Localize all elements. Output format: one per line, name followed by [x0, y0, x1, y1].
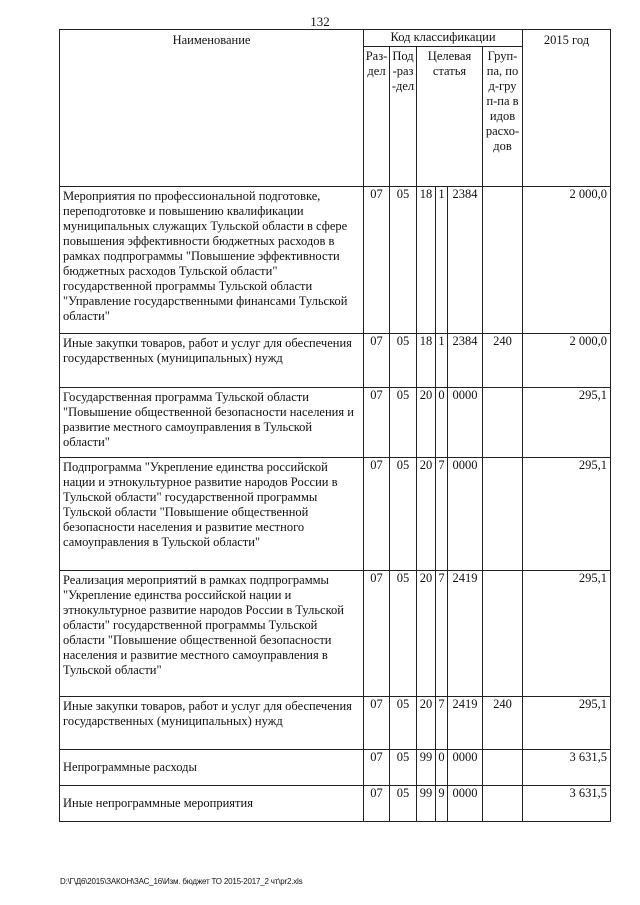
- row-subsection: 05: [390, 697, 417, 750]
- row-expense-group: [483, 458, 523, 571]
- table-row: [60, 187, 611, 334]
- row-target-program: 20: [417, 388, 436, 458]
- row-name: Непрограммные расходы: [60, 750, 364, 786]
- row-target-subprogram: 7: [436, 458, 448, 571]
- table-row: [60, 786, 611, 822]
- page-number: 132: [310, 14, 330, 29]
- row-subsection: 05: [390, 187, 417, 334]
- row-target-program: 99: [417, 750, 436, 786]
- row-target-direction: 0000: [448, 786, 483, 822]
- table-row: [60, 388, 611, 458]
- row-target-direction: 0000: [448, 458, 483, 571]
- row-amount: 2 000,0: [523, 187, 611, 334]
- row-target-program: 20: [417, 697, 436, 750]
- row-amount: 295,1: [523, 458, 611, 571]
- row-name: Иные непрограммные мероприятия: [60, 786, 364, 822]
- row-subsection: 05: [390, 334, 417, 388]
- row-section: 07: [364, 187, 390, 334]
- row-expense-group: 240: [483, 697, 523, 750]
- row-section: 07: [364, 334, 390, 388]
- row-target-direction: 0000: [448, 750, 483, 786]
- row-subsection: 05: [390, 750, 417, 786]
- header-section: Раз-дел: [364, 47, 390, 187]
- header-row-top: [60, 30, 611, 47]
- row-target-subprogram: 7: [436, 697, 448, 750]
- row-amount: 295,1: [523, 571, 611, 697]
- table-row: [60, 571, 611, 697]
- header-target-article: Целевая статья: [417, 47, 483, 187]
- row-target-subprogram: 7: [436, 571, 448, 697]
- row-name: Иные закупки товаров, работ и услуг для обеспечения государственных (муниципальных) нужд: [60, 697, 364, 750]
- row-target-program: 20: [417, 458, 436, 571]
- header-expense-type: Груп-па, под-груп-па видов расхо-дов: [483, 47, 523, 187]
- row-section: 07: [364, 571, 390, 697]
- row-amount: 3 631,5: [523, 786, 611, 822]
- row-name: Иные закупки товаров, работ и услуг для обеспечения государственных (муниципальных) нужд: [60, 334, 364, 388]
- row-subsection: 05: [390, 571, 417, 697]
- row-subsection: 05: [390, 458, 417, 571]
- table-row: [60, 750, 611, 786]
- row-name: Мероприятия по профессиональной подготовке, переподготовке и повышению квалификации муниципальных служащих Тульской области в сфере повышения эффективности бюджетных расходов в рамках подпрограммы "Повышение эффективности бюджетных расходов Тульской области" государственной программы Тульской области "Управление государственными финансами Тульской области": [60, 187, 364, 334]
- row-expense-group: [483, 187, 523, 334]
- row-expense-group: [483, 571, 523, 697]
- row-name: Государственная программа Тульской области "Повышение общественной безопасности населения и развитие местного самоуправления в Тульской области": [60, 388, 364, 458]
- row-amount: 295,1: [523, 697, 611, 750]
- row-name: Реализация мероприятий в рамках подпрограммы "Укрепление единства российской нации и этнокультурное развитие народов России в Тульской области" государственной программы Тульской области "Повышение общественной безопасности населения и развитие местного самоуправления в Тульской области": [60, 571, 364, 697]
- table-row: [60, 697, 611, 750]
- row-section: 07: [364, 458, 390, 571]
- row-target-program: 18: [417, 334, 436, 388]
- file-path-footer: D:\Г\Д6\2015\ЗАКОН\ЗАС_16\Изм. бюджет ТО 2015-2017_2 чт\pr2.xls: [60, 877, 303, 886]
- row-target-subprogram: 0: [436, 388, 448, 458]
- header-subsection: Под-раз-дел: [390, 47, 417, 187]
- table-row: [60, 458, 611, 571]
- row-section: 07: [364, 750, 390, 786]
- row-expense-group: [483, 388, 523, 458]
- row-name: Подпрограмма "Укрепление единства российской нации и этнокультурное развитие народов России в Тульской области" государственной программы Тульской области "Повышение общественной безопасности населения и развитие местного самоуправления в Тульской области": [60, 458, 364, 571]
- header-name: Наименование: [60, 30, 364, 187]
- header-classification-code: Код классификации: [364, 30, 523, 47]
- row-target-subprogram: 1: [436, 334, 448, 388]
- row-amount: 3 631,5: [523, 750, 611, 786]
- row-target-direction: 2419: [448, 571, 483, 697]
- header-year: 2015 год: [523, 30, 611, 187]
- row-target-direction: 2384: [448, 187, 483, 334]
- row-expense-group: [483, 786, 523, 822]
- budget-table: [59, 29, 611, 822]
- row-section: 07: [364, 697, 390, 750]
- row-target-subprogram: 1: [436, 187, 448, 334]
- row-target-direction: 0000: [448, 388, 483, 458]
- row-subsection: 05: [390, 786, 417, 822]
- row-expense-group: [483, 750, 523, 786]
- row-amount: 295,1: [523, 388, 611, 458]
- row-section: 07: [364, 786, 390, 822]
- row-target-subprogram: 0: [436, 750, 448, 786]
- table-row: [60, 334, 611, 388]
- row-target-subprogram: 9: [436, 786, 448, 822]
- row-target-program: 20: [417, 571, 436, 697]
- row-target-program: 99: [417, 786, 436, 822]
- row-subsection: 05: [390, 388, 417, 458]
- row-amount: 2 000,0: [523, 334, 611, 388]
- row-target-program: 18: [417, 187, 436, 334]
- row-section: 07: [364, 388, 390, 458]
- row-target-direction: 2384: [448, 334, 483, 388]
- row-target-direction: 2419: [448, 697, 483, 750]
- row-expense-group: 240: [483, 334, 523, 388]
